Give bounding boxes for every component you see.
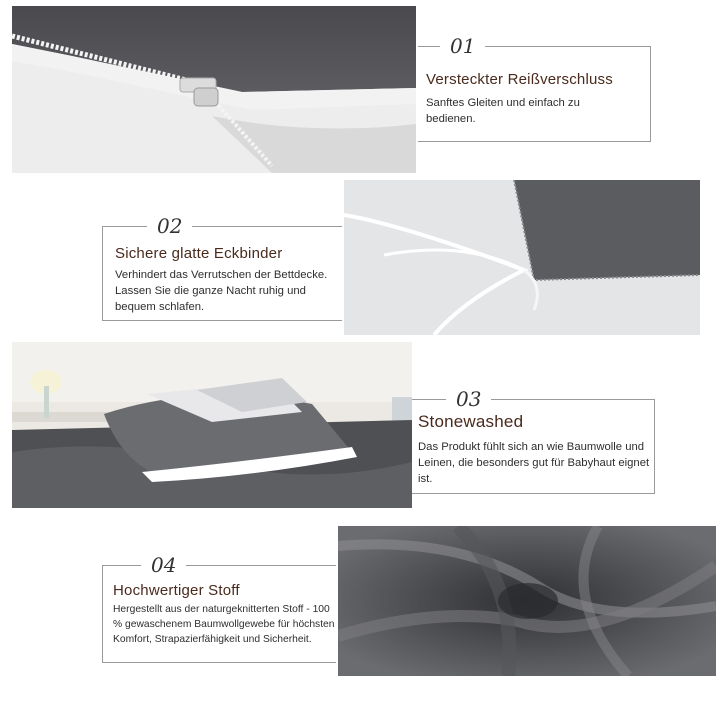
feature-description: Verhindert das Verrutschen der Bettdecke. Lassen Sie die ganze Nacht ruhig und bequem schlafen. [115,269,328,313]
feature-description: Sanftes Gleiten und einfach zu bedienen. [426,97,580,125]
feature-title: Versteckter Reißverschluss [426,71,613,88]
feature-card-03 [412,387,655,494]
feature-title: Sichere glatte Eckbinder [115,245,283,262]
zipper-photo [12,6,416,173]
corner-ties-photo [344,180,700,335]
feature-card-02 [102,214,342,321]
feature-number: 02 [147,214,192,238]
feature-number: 01 [440,34,485,58]
feature-card-01 [418,34,651,142]
feature-number: 04 [141,553,186,577]
feature-description: Hergestellt aus der naturgeknitterten Stoff - 100 % gewaschenem Baumwollgewebe für höchsten Komfort, Strapazierfähigkeit und Sicherheit. [113,604,335,645]
feature-description: Das Produkt fühlt sich an wie Baumwolle und Leinen, die besonders gut für Babyhaut eignet ist. [418,441,650,485]
feature-number: 03 [446,387,491,411]
fabric-texture-photo [338,526,716,676]
feature-title: Stonewashed [418,412,524,431]
bedroom-photo [12,342,412,508]
feature-card-04 [102,553,336,663]
feature-title: Hochwertiger Stoff [113,582,240,599]
